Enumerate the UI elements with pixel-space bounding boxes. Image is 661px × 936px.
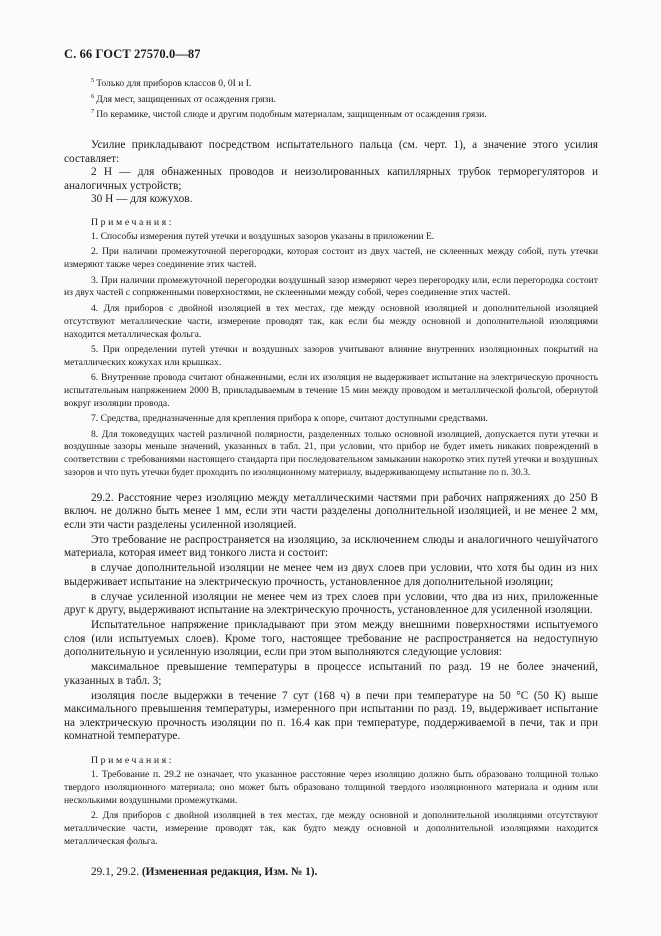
paragraph: 2 Н — для обнаженных проводов и неизолированных капиллярных трубок терморегуляторов и аналогичных устройств;: [64, 166, 598, 192]
footnote-text: Для мест, защищенных от осаждения грязи.: [96, 93, 276, 105]
note-item: 1. Требование п. 29.2 не означает, что указанное расстояние через изоляцию должно быть образовано толщиной только твердого изоляционного материала; оно может быть образовано толщиной твердого изоляционного материала и одним или несколькими воздушными промежутками.: [64, 769, 598, 807]
footnote-6: [64, 94, 598, 107]
paragraph: Испытательное напряжение прикладывают при этом между внешними поверхностями испытуемого слоя (или испытуемых слоев). Кроме того, настоящее требование не распространяется на недоступную дополнительную и усиленную изоляции, если при этом выполняются следующие условия:: [64, 619, 598, 659]
notes-heading: Примечания:: [91, 755, 175, 767]
paragraph: 29.2. Расстояние через изоляцию между металлическими частями при рабочих напряжениях до 250 В включ. не должно быть менее 1 мм, если эти части разделены дополнительной изоляцией, и не менее 2 мм, если эти части разделены усиленной изоляцией.: [64, 491, 598, 531]
footnotes: [64, 78, 598, 122]
footnote-mark: 7: [91, 108, 95, 116]
note-item: 4. Для приборов с двойной изоляцией в тех местах, где между основной изоляцией и дополнительной изоляцией отсутствуют металлические части, измерение проводят так, как если бы между основной и дополнительной изоляциями находится металлическая фольга.: [64, 302, 598, 340]
page-header: С. 66 ГОСТ 27570.0—87: [64, 47, 201, 61]
paragraph: изоляция после выдержки в течение 7 сут (168 ч) в печи при температуре на 50 °С (50 К) выше максимального превышения температуры, измеренного при испытании по разд. 19, выдерживает испытание на электрическую прочность изоляции по п. 16.4 как при температуре, поддерживаемой в печи, так и при комнатной температуре.: [64, 689, 598, 743]
notes-heading: Примечания:: [91, 217, 175, 229]
note-item: 3. При наличии промежуточной перегородки воздушный зазор измеряют через перегородку или, если перегородка состоит из двух частей с сопряженными поверхностями, не склеенными между собой, через соединение этих частей.: [64, 274, 598, 299]
paragraph: в случае дополнительной изоляции не менее чем из двух слоев при условии, что хотя бы один из них выдерживает испытание на электрическую прочность, установленное для дополнительной изоляции;: [64, 562, 598, 588]
footnote-text: Только для приборов классов 0, 0I и I.: [96, 78, 252, 89]
page-content: [64, 78, 598, 879]
note-item: 6. Внутренние провода считают обнаженными, если их изоляция не выдерживает испытание на электрическую прочность испытательным напряжением 2000 В, прикладываемым в течение 15 мин между проводом и металлической фольгой, обернутой вокруг изоляции провода.: [64, 372, 598, 409]
footnote-5: [64, 78, 598, 91]
note-item: 5. При определении путей утечки и воздушных зазоров учитывают влияние внутренних изоляционных покрытий на металлических кожухах или крышках.: [64, 343, 598, 368]
paragraph: максимальное превышение температуры в процессе испытаний по разд. 19 не более значений, указанных в табл. 3;: [64, 661, 598, 687]
note-item: 7. Средства, предназначенные для крепления прибора к опоре, считают доступными средствами.: [91, 413, 488, 425]
footnote-mark: 6: [91, 92, 95, 100]
note-item: 8. Для токоведущих частей различной полярности, разделенных только основной изоляцией, допускается пути утечки и воздушные зазоры меньше значений, указанных в табл. 21, при условии, что прибор не будет иметь никаких повреждений в соответствии с требованиями настоящего стандарта при последовательном замыкании накоротко этих путей утечки и воздушных зазоров и что путь утечки будет проходить по изоляционному материалу, выдерживающему испытание по п. 30.3.: [64, 428, 598, 479]
paragraph: 30 Н — для кожухов.: [91, 193, 193, 206]
footnote-7: [64, 109, 598, 122]
paragraph: Усилие прикладывают посредством испытательного пальца (см. черт. 1), а значение этого усилия составляет:: [64, 139, 598, 165]
amendment-clauses: 29.1, 29.2.: [91, 865, 142, 878]
note-item: 1. Способы измерения путей утечки и воздушных зазоров указаны в приложении Е.: [91, 231, 435, 243]
note-item: 2. Для приборов с двойной изоляцией в тех местах, где между основной и дополнительной изоляциями отсутствуют металлические части, измерение проводят так, как будто между основной и дополнительной изоляциями находится металлическая фольга.: [64, 810, 598, 848]
paragraph: в случае усиленной изоляции не менее чем из трех слоев при условии, что два из них, приложенные друг к другу, выдерживают испытание на электрическую прочность, установленное для усиленной изоляции.: [64, 590, 598, 617]
note-item: 2. При наличии промежуточной перегородки, которая состоит из двух частей, не склеенных между собой, путь утечки измеряют также через соединение этих частей.: [64, 246, 598, 271]
amendment-note: (Измененная редакция, Изм. № 1).: [141, 865, 318, 878]
footnote-mark: 5: [91, 77, 95, 84]
paragraph: Это требование не распространяется на изоляцию, за исключением слюды и аналогичного чешуйчатого материала, которая имеет вид тонкого листа и состоит:: [64, 533, 598, 560]
footnote-text: По керамике, чистой слюде и другим подобным материалам, защищенным от осаждения грязи.: [96, 109, 487, 121]
amendment-line: [64, 866, 598, 880]
